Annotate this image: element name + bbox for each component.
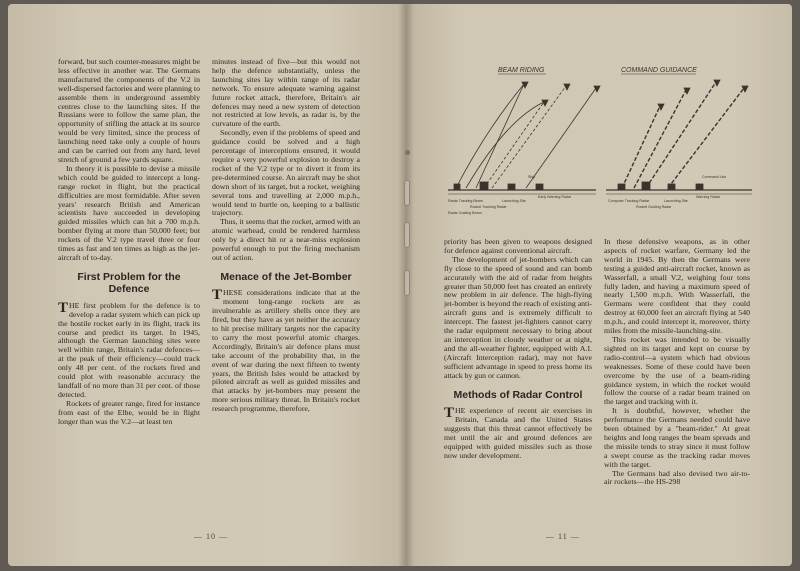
paragraph: In these defensive weapons, as in other aspects of rocket warfare, Germany led the world in 1945. By then the Germans were testing a guided anti-aircraft rocket, known as Wasserfall, a small V.2, weighing four tons fully laden, and having a maximum speed of nearly 1,500 m.p.h. With Wasserfall, the Germans were confident that they could destroy at 60,000 feet an aircraft flying at 540 m.p.h., and could intercept it, moreover, thirty miles from the missile-launching-site.: [604, 237, 750, 336]
label-radar-tracking-beam: Radar Tracking Beam: [448, 199, 483, 203]
staple-bottom: [404, 270, 410, 296]
right-col1-top-text: [444, 238, 592, 381]
label-radar-guiding-beam: Radar Guiding Beam: [448, 211, 482, 215]
aircraft-target-2: [542, 100, 548, 106]
label-command-link: Command Link: [702, 175, 727, 179]
cmd-aircraft-4: [742, 86, 748, 92]
paragraph: In theory it is possible to devise a missile which could be guided to intercept a long-range rocket in flight, but the practical difficulties are most formidable. After seven years' research British and American scientists have succeeded in developing guided missiles which can hit a 700 m.p.h. bomber flying at more than 50,000 feet; but rockets of the V.2 type travel three or four times as fast and ten times as high as the jet-aircraft of to-day.: [58, 163, 200, 262]
paragraph: priority has been given to weapons designed for defence against conventional aircraft.: [444, 237, 592, 255]
paragraph: Rockets of greater range, fired for instance from east of the Elbe, would be in flight longer than was the V.2—at least ten: [58, 398, 200, 426]
diagram-labels-left: [448, 175, 572, 215]
right-col2-text: [604, 238, 750, 487]
label-computer-tracking: Computer Tracking Radar: [608, 199, 650, 203]
page-number-right: — 11 —: [546, 532, 580, 541]
left-col2-bottom-text: [212, 289, 360, 414]
left-page: [8, 4, 406, 566]
booklet-spread: [8, 4, 792, 566]
paragraph: It is doubtful, however, whether the performance the Germans needed could have been obtained by a "beam-rider." At great heights and long ranges the beam spreads and the missile tends to stray since it must follow a swept course as the tracking radar moves with the target.: [604, 406, 750, 469]
radar-station-4: [536, 184, 543, 190]
heading-methods-radar-control: Methods of Radar Control: [453, 388, 583, 401]
label-launching-site-left: Launching Site: [502, 199, 526, 203]
left-column-2: [212, 58, 360, 414]
beam-riding-label: BEAM RIDING: [498, 67, 545, 74]
paragraph: THE first problem for the defence is to develop a radar system which can pick up the hostile rocket early in its flight, track its course and predict its target. In 1945, although the German launching sites were well within range, Britain's radar defences—at the peak of their efficiency—could track only 48 per cent. of the rockets fired and could plot with reasonable accuracy the landfall of no more than 31 per cent. of those detected.: [58, 299, 200, 399]
staple-middle: [404, 180, 410, 206]
staple-lower: [404, 222, 410, 248]
beam-line-3: [492, 86, 566, 188]
beam-line-5: [456, 84, 524, 188]
cmd-station-1: [618, 184, 625, 190]
paragraph: The Germans had also devised two air-to-air rockets—the HS-298: [604, 468, 750, 487]
left-col1-top-text: [58, 58, 200, 263]
cmd-aircraft-3: [714, 80, 720, 86]
label-rocket-guiding-radar: Rocket Guiding Radar: [636, 205, 672, 209]
staple-hole-top: [405, 150, 410, 155]
left-column-1: [58, 58, 200, 427]
cmd-station-3: [668, 184, 675, 190]
right-column-1: [444, 238, 592, 460]
label-ship: Ship: [528, 175, 536, 179]
radar-station-3: [508, 184, 515, 190]
right-column-2: [604, 238, 750, 487]
heading-menace-jet-bomber: Menace of the Jet-Bomber: [220, 270, 352, 283]
label-warning-radar: Warning Radar: [696, 195, 721, 199]
paragraph: THESE considerations indicate that at the moment long-range rockets are as invulnerable as artillery shells once they are fired, but they have as yet neither the accuracy to hit precise military targets nor the capacity to carry the most powerful atomic charges. Accordingly, Britain's air defence plans must take account of the probability that, in the event of war during the next fifteen to twenty years, the British Isles would be attacked by piloted aircraft as well as guided missiles and that attacks by jet-bombers may present the more serious military threat. In Britain's rocket research programme, therefore,: [212, 287, 360, 414]
cmd-station-4: [696, 184, 703, 190]
paragraph: This rocket was intended to be visually sighted on its target and kept on course by radio-control—a system which had obvious weaknesses. Some of these could have been overcome by the use of a beam-riding guidance system, in which the rocket would follow the course of a radar beam trained on the target and tracking with it.: [604, 334, 750, 407]
beam-riding-group: [448, 82, 600, 194]
radar-station-1: [454, 184, 460, 190]
page-number-left: — 10 —: [194, 532, 228, 541]
radar-station-2: [480, 182, 488, 190]
beam-line-4: [526, 88, 596, 188]
heading-first-problem: First Problem for the Defence: [77, 270, 181, 296]
paragraph: minutes instead of five—but this would not help the defence substantially, unless the launching sites lay within range of its radar network. To ensure adequate warning against future rocket attack, therefore, Britain's air defences may need a new system of detection not restricted at low levels, as radar is, by the curvature of the earth.: [212, 57, 360, 129]
paragraph: Thus, it seems that the rocket, armed with an atomic warhead, could be rendered harmless only by a direct hit or a near-miss explosion powerful enough to put the firing mechanism out of action.: [212, 217, 360, 262]
paragraph: The development of jet-bombers which can fly close to the speed of sound and can bomb accurately with the aid of radar from heights greater than 50,000 feet has created an entirely new problem in air defence. The high-flying jet-bomber is beyond the reach of existing anti-aircraft guns and is extremely difficult to intercept. The fastest jet-fighters cannot carry the radar equipment necessary to bring about an interception in cloudy weather or at night, and the all-weather fighter, equipped with A.I. (Aircraft Interception radar), may not have sufficient advantage in speed to press home its attack by gun or cannon.: [444, 254, 592, 380]
paragraph: forward, but such counter-measures might be less effective in another war. The Germans manufactured the components of the V.2 in well-dispersed factories and were planning to assemble them in underground assembly centres close to the launching sites. If the Russians were to follow the same plan, the opportunity of stifling the attack at its source would be very limited, since the process of launching need take only a couple of hours and can be carried out from any hard, level stretch of ground a few yards square.: [58, 57, 200, 164]
cmd-line-3: [646, 82, 716, 188]
aircraft-target-3: [564, 84, 570, 90]
left-col1-bottom-text: [58, 299, 200, 427]
right-col1-bottom-text: [444, 407, 592, 460]
guidance-diagram: [446, 60, 756, 230]
left-col2-top-text: [212, 58, 360, 263]
paragraph: THE experience of recent air exercises in Britain, Canada and the United States suggests that this threat cannot effectively be met until the air and ground defences are equipped with guided missiles such as those now under development.: [444, 405, 592, 460]
right-page: [406, 4, 792, 566]
label-early-warning-radar: Early Warning Radar: [538, 195, 572, 199]
label-rocket-tracking-radar: Rocket Tracking Radar: [470, 205, 507, 209]
cmd-station-2: [642, 182, 650, 190]
paragraph: Secondly, even if the problems of speed and guidance could be solved and a high percentage of interceptions ensured, it would require a very powerful explosion to destroy a rocket of the V.2 type or to divert it from its pre-determined course. An aircraft may be shot down short of its target, but a rocket, weighing several tons and travelling at 2,000 m.p.h., would tend to hurtle on, keeping to a ballistic trajectory.: [212, 128, 360, 218]
command-guidance-group: [606, 80, 752, 194]
beam-line-1: [476, 84, 524, 188]
label-launching-site-right: Launching Site: [664, 199, 688, 203]
command-guidance-label: COMMAND GUIDANCE: [621, 67, 697, 74]
